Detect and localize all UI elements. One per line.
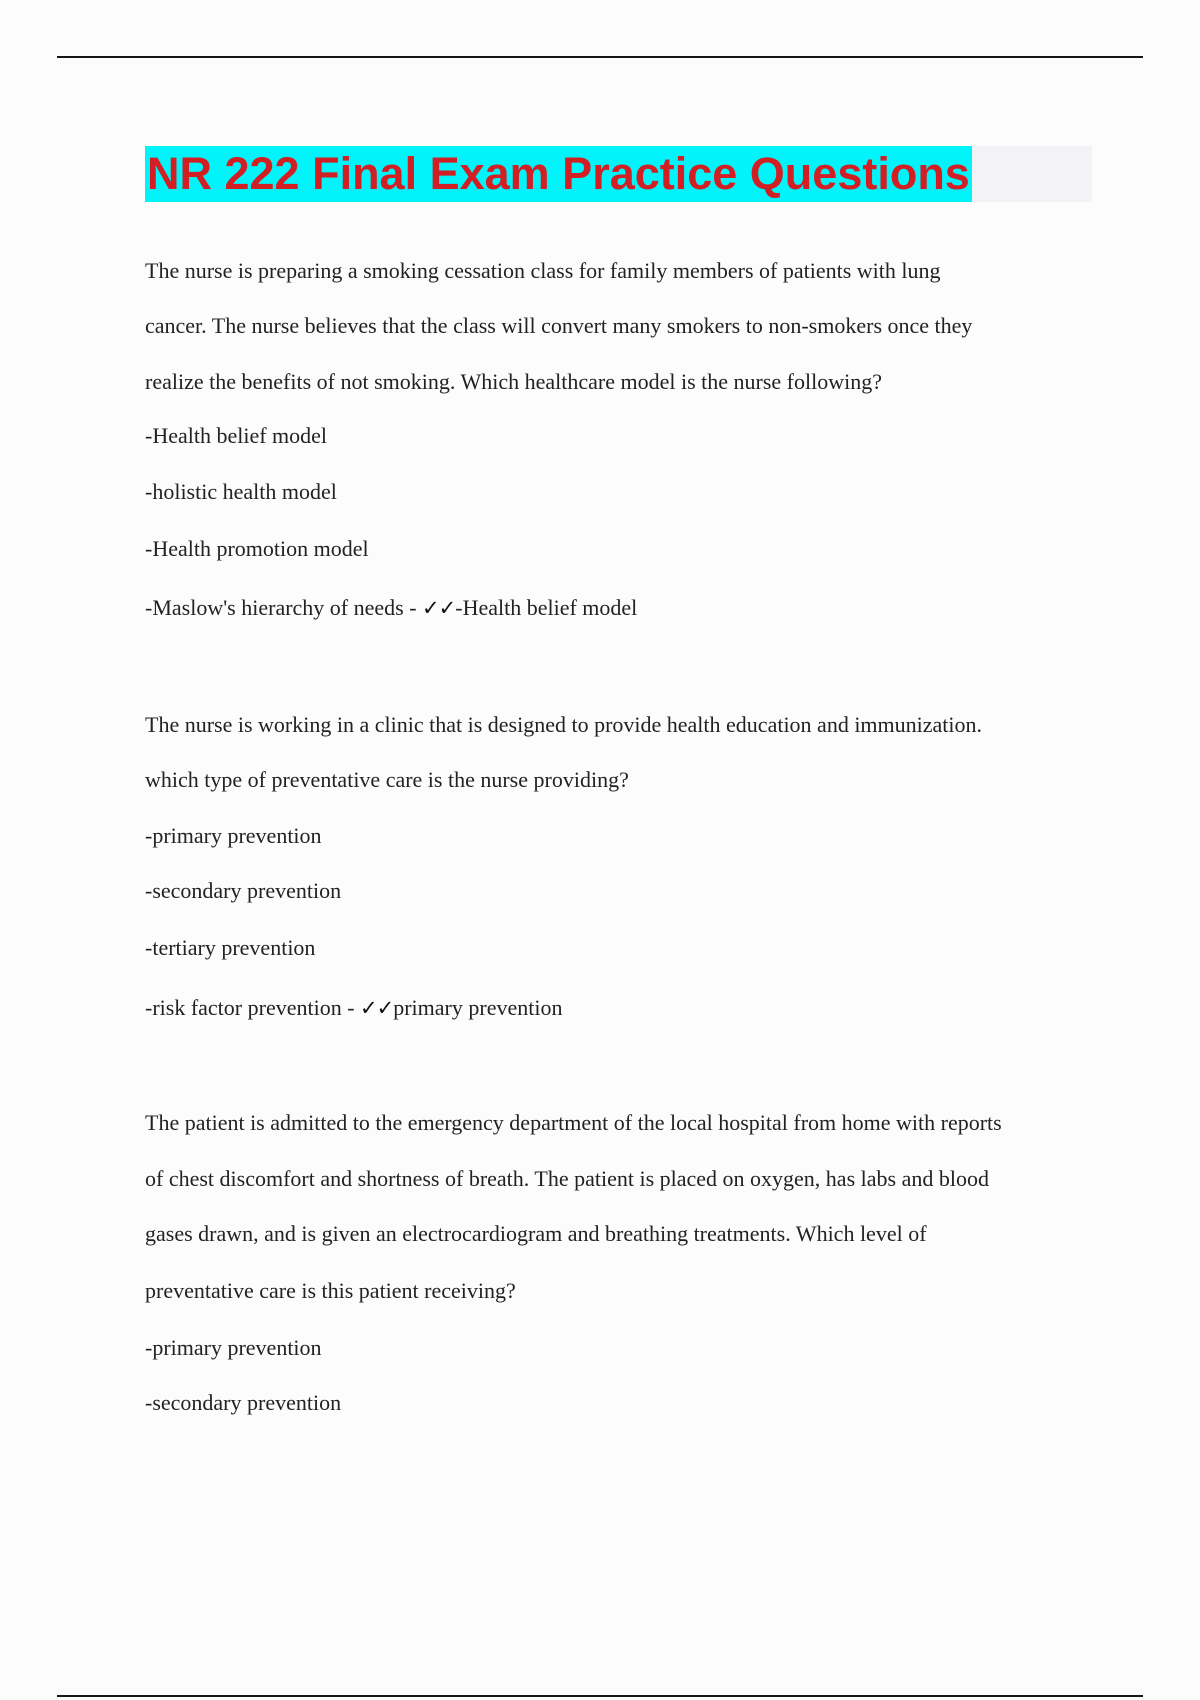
document-title: NR 222 Final Exam Practice Questions (145, 146, 972, 202)
question-2-stem-line-2: which type of preventative care is the nurse providing? (145, 767, 629, 792)
question-1-option-a: -Health belief model (145, 423, 328, 448)
question-3-stem-line-2: of chest discomfort and shortness of breath. The patient is placed on oxygen, has labs and blood (145, 1166, 989, 1191)
question-1-answer: -Health belief model (455, 595, 638, 620)
question-2-option-a: -primary prevention (145, 823, 322, 848)
question-3-stem-line-3: gases drawn, and is given an electrocardiogram and breathing treatments. Which level of (145, 1221, 927, 1246)
question-1-option-d: -Maslow's hierarchy of needs - (145, 595, 423, 620)
question-1-stem-line-3: realize the benefits of not smoking. Which healthcare model is the nurse following? (145, 369, 882, 394)
question-3-option-b: -secondary prevention (145, 1390, 342, 1415)
bottom-rule (57, 1695, 1143, 1697)
question-3-stem-line-1: The patient is admitted to the emergency department of the local hospital from home with reports (145, 1110, 1002, 1135)
question-2-answer: primary prevention (393, 995, 563, 1020)
double-check-icon: ✓✓ (422, 596, 456, 620)
question-1-option-b: -holistic health model (145, 479, 337, 504)
top-rule (57, 56, 1143, 58)
question-2-stem-line-1: The nurse is working in a clinic that is designed to provide health education and immunization. (145, 712, 983, 737)
title-band (145, 146, 1092, 202)
question-1-stem-line-2: cancer. The nurse believes that the class will convert many smokers to non-smokers once they (145, 313, 973, 338)
question-2-option-b: -secondary prevention (145, 878, 342, 903)
question-2-option-d: -risk factor prevention - (145, 995, 361, 1020)
question-3-stem-line-4: preventative care is this patient receiving? (145, 1278, 516, 1303)
question-2-option-c: -tertiary prevention (145, 935, 316, 960)
question-1-stem-line-1: The nurse is preparing a smoking cessation class for family members of patients with lung (145, 258, 941, 283)
question-1-option-c: -Health promotion model (145, 536, 369, 561)
double-check-icon: ✓✓ (360, 996, 394, 1020)
question-3-option-a: -primary prevention (145, 1335, 322, 1360)
question-2-option-d-with-answer (145, 994, 562, 1022)
question-1-option-d-with-answer (145, 594, 637, 622)
